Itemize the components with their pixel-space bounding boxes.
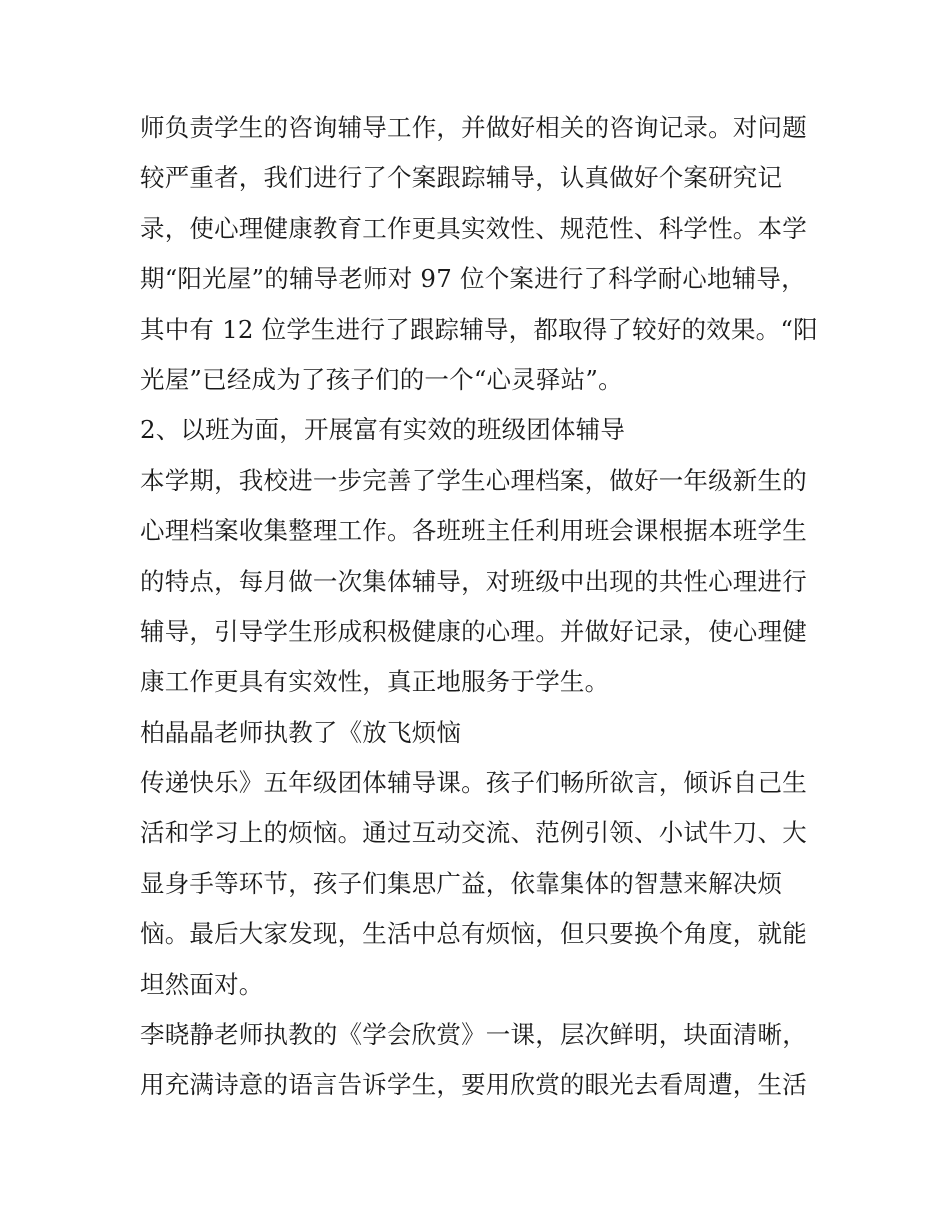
text-line: 李晓静老师执教的《学会欣赏》一课，层次鲜明，块面清晰， [140, 1020, 807, 1050]
text-line: 较严重者，我们进行了个案跟踪辅导，认真做好个案研究记 [140, 163, 783, 193]
text-line: 恼。最后大家发现，生活中总有烦恼，但只要换个角度，就能 [140, 919, 807, 949]
text-line: 显身手等环节，孩子们集思广益，依靠集体的智慧来解决烦 [140, 868, 783, 898]
text-line: 传递快乐》五年级团体辅导课。孩子们畅所欲言，倾诉自己生 [140, 768, 807, 798]
text-line: 用充满诗意的语言告诉学生，要用欣赏的眼光去看周遭，生活 [140, 1070, 807, 1100]
text-line: 录，使心理健康教育工作更具实效性、规范性、科学性。本学 [140, 213, 807, 243]
text-line: 本学期，我校进一步完善了学生心理档案，做好一年级新生的 [140, 465, 807, 495]
text-line: 坦然面对。 [140, 969, 264, 999]
text-line: 光屋”已经成为了孩子们的一个“心灵驿站”。 [140, 364, 623, 394]
text-line: 期“阳光屋”的辅导老师对 97 位个案进行了科学耐心地辅导， [140, 264, 806, 294]
text-line: 心理档案收集整理工作。各班班主任利用班会课根据本班学生 [140, 516, 807, 546]
body-text [140, 103, 820, 1111]
text-line: 其中有 12 位学生进行了跟踪辅导，都取得了较好的效果。“阳 [140, 314, 818, 344]
text-line: 活和学习上的烦恼。通过互动交流、范例引领、小试牛刀、大 [140, 818, 807, 848]
text-line: 师负责学生的咨询辅导工作，并做好相关的咨询记录。对问题 [140, 113, 807, 142]
text-line: 的特点，每月做一次集体辅导，对班级中出现的共性心理进行 [140, 566, 807, 596]
text-line: 柏晶晶老师执教了《放飞烦恼 [140, 717, 462, 747]
text-line: 辅导，引导学生形成积极健康的心理。并做好记录，使心理健 [140, 616, 807, 646]
section-heading: 2、以班为面，开展富有实效的班级团体辅导 [140, 415, 626, 445]
text-line: 康工作更具有实效性，真正地服务于学生。 [140, 667, 610, 697]
